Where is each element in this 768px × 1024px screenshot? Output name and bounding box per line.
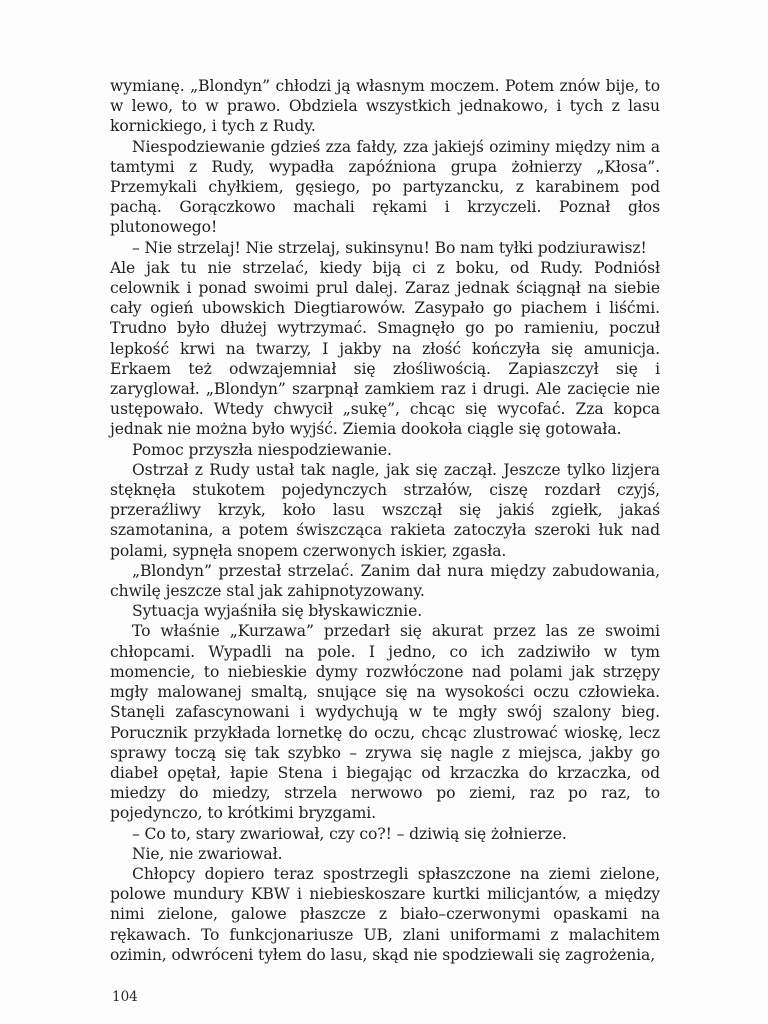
paragraph: Nie, nie zwariował.: [132, 844, 283, 863]
paragraph: Ale jak tu nie strzelać, kiedy biją ci z boku, od Rudy. Podniósł celownik i ponad swoimi prul dalej. Zaraz jednak ściągnął na siebie cały ogień ubowskich Diegtiarowów. Zasypało go piachem i liśćmi. Trudno było dłużej wytrzymać. Smagnęło go po ramieniu, poczuł lepkość krwi na twarzy, I jakby na złość kończyła się amunicja. Erkaem też odwzajemniał się złośliwością. Zapiaszczył się i zaryglował. „Blondyn” szarpnął zamkiem raz i drugi. Ale zacięcie nie ustępowało. Wtedy chwycił „sukę”, chcąc się wycofać. Zza kopca jednak nie można było wyjść. Ziemia dookoła ciągle się gotowała.: [110, 258, 660, 439]
body-text: [110, 76, 660, 965]
page-number: 104: [112, 989, 138, 1005]
paragraph: – Nie strzelaj! Nie strzelaj, sukinsynu! Bo nam tyłki podziurawisz!: [132, 238, 647, 257]
paragraph: Ostrzał z Rudy ustał tak nagle, jak się zaczął. Jeszcze tylko lizjera stęknęła stukotem pojedynczych strzałów, ciszę rozdarł czyjś, przeraźliwy krzyk, koło lasu wszczął się jakiś zgiełk, jakaś szamotanina, a potem świszcząca rakieta zatoczyła szeroki łuk nad polami, sypnęła snopem czerwonych iskier, zgasła.: [110, 460, 660, 560]
paragraph: Pomoc przyszła niespodziewanie.: [132, 440, 392, 459]
paragraph: Sytuacja wyjaśniła się błyskawicznie.: [132, 602, 423, 621]
paragraph: Chłopcy dopiero teraz spostrzegli spłaszczone na ziemi zielone, polowe mundury KBW i niebieskoszare kurtki milicjantów, a między nimi zielone, galowe płaszcze z biało–czerwonymi opaskami na rękawach. To funkcjonariusze UB, zlani uniformami z malachitem ozimin, odwróceni tyłem do lasu, skąd nie spodziewali się zagrożenia,: [110, 864, 660, 964]
paragraph: wymianę. „Blondyn” chłodzi ją własnym moczem. Potem znów bije, to w lewo, to w prawo. Obdziela wszystkich jednakowo, i tych z lasu kornickiego, i tych z Rudy.: [110, 77, 660, 136]
paragraph: „Blondyn” przestał strzelać. Zanim dał nura między zabudowania, chwilę jeszcze stal jak zahipnotyzowany.: [110, 561, 660, 601]
paragraph: – Co to, stary zwariował, czy co?! – dziwią się żołnierze.: [132, 824, 567, 843]
paragraph: Niespodziewanie gdzieś zza fałdy, zza jakiejś oziminy między nim a tamtymi z Rudy, wypadła zapóźniona grupa żołnierzy „Kłosa”. Przemykali chyłkiem, gęsiego, po partyzancku, z karabinem pod pachą. Gorączkowo machali rękami i krzyczeli. Poznał głos plutonowego!: [110, 137, 660, 237]
paragraph: To właśnie „Kurzawa” przedarł się akurat przez las ze swoimi chłopcami. Wypadli na pole. I jedno, co ich zadziwiło w tym momencie, to niebieskie dymy rozwłóczone nad polami jak strzępy mgły malowanej smaltą, snujące się na wysokości oczu człowieka. Stanęli zafascynowani i wydychują w te mgły swój szalony bieg. Porucznik przykłada lornetkę do oczu, chcąc zlustrować wioskę, lecz sprawy toczą się tak szybko – zrywa się nagle z miejsca, jakby go diabeł opętał, łapie Stena i biegając od krzaczka do krzaczka, od miedzy do miedzy, strzela nerwowo po ziemi, raz po raz, to pojedynczo, to krótkimi bryzgami.: [110, 622, 660, 823]
